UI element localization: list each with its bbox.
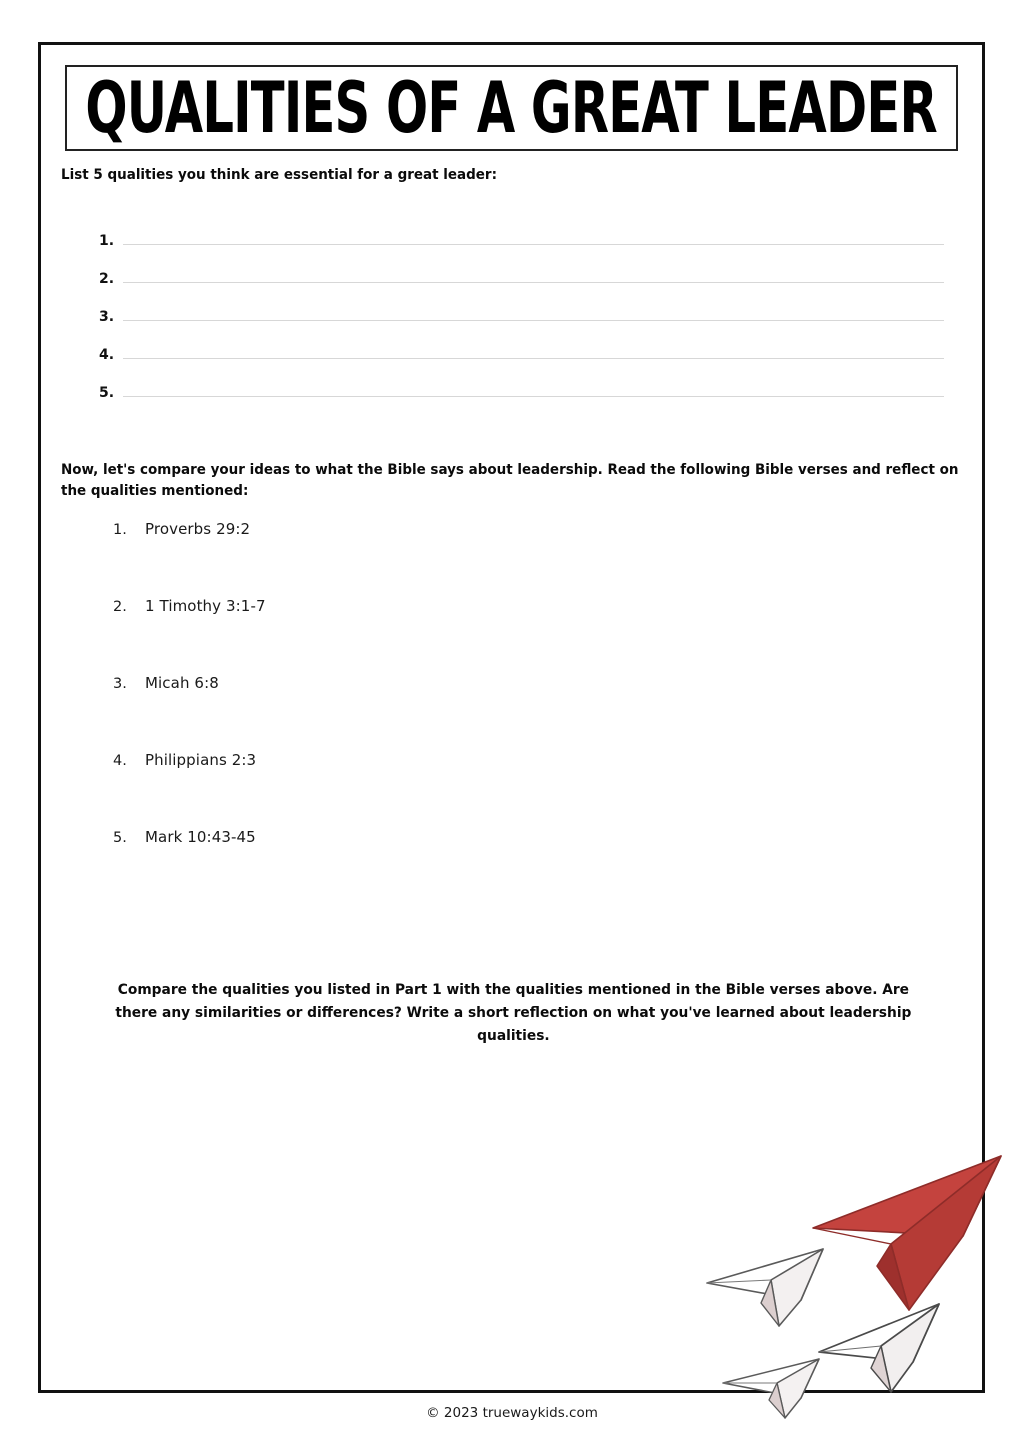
blank-line-number: 3. xyxy=(99,309,115,325)
blank-line-rule[interactable] xyxy=(123,244,944,245)
verse-reference: Mark 10:43-45 xyxy=(145,828,256,846)
verse-reference: 1 Timothy 3:1-7 xyxy=(145,597,266,615)
worksheet-content xyxy=(61,165,962,1048)
blank-line-rule[interactable] xyxy=(123,282,944,283)
blank-line-row[interactable] xyxy=(61,212,962,250)
red-paper-airplane-icon xyxy=(813,1156,1001,1310)
blank-line-number: 1. xyxy=(99,233,115,249)
blank-line-row[interactable] xyxy=(61,250,962,288)
page-border-frame xyxy=(38,42,985,1393)
blank-line-row[interactable] xyxy=(61,364,962,402)
blank-line-rule[interactable] xyxy=(123,358,944,359)
verse-number: 4. xyxy=(113,753,127,769)
worksheet-title-box xyxy=(65,65,958,151)
part1-prompt: List 5 qualities you think are essential for a great leader: xyxy=(61,167,497,183)
verse-reference: Proverbs 29:2 xyxy=(145,520,251,538)
blank-line-rule[interactable] xyxy=(123,320,944,321)
verse-list-item xyxy=(113,674,962,751)
verse-list-item xyxy=(113,597,962,674)
verse-number: 5. xyxy=(113,830,127,846)
blank-line-row[interactable] xyxy=(61,326,962,364)
blank-line-number: 5. xyxy=(99,385,115,401)
part3-reflection-prompt: Compare the qualities you listed in Part 1 with the qualities mentioned in the Bible verses above. Are there any similarities or differences? Write a short reflection on what you've learned about leadership qualities. xyxy=(115,982,912,1044)
verse-reference: Micah 6:8 xyxy=(145,674,219,692)
verse-list-item xyxy=(113,751,962,828)
verse-number: 1. xyxy=(113,522,127,538)
verse-list-item xyxy=(113,828,962,905)
blank-line-rule[interactable] xyxy=(123,396,944,397)
blank-line-row[interactable] xyxy=(61,288,962,326)
verse-number: 3. xyxy=(113,676,127,692)
verse-reference: Philippians 2:3 xyxy=(145,751,257,769)
blank-line-number: 2. xyxy=(99,271,115,287)
qualities-blank-list xyxy=(61,212,962,402)
paper-airplanes-illustration xyxy=(701,1140,1021,1425)
page-title: QUALITIES OF A GREAT LEADER xyxy=(85,65,938,150)
bible-verse-list xyxy=(61,520,962,905)
white-paper-airplane-icon xyxy=(707,1249,823,1326)
footer-copyright: © 2023 truewaykids.com xyxy=(426,1405,598,1421)
verse-list-item xyxy=(113,520,962,597)
white-paper-airplane-icon xyxy=(819,1304,939,1392)
blank-line-number: 4. xyxy=(99,347,115,363)
part2-prompt: Now, let's compare your ideas to what the Bible says about leadership. Read the following Bible verses and reflect on the qualities mentioned: xyxy=(61,462,959,499)
verse-number: 2. xyxy=(113,599,127,615)
